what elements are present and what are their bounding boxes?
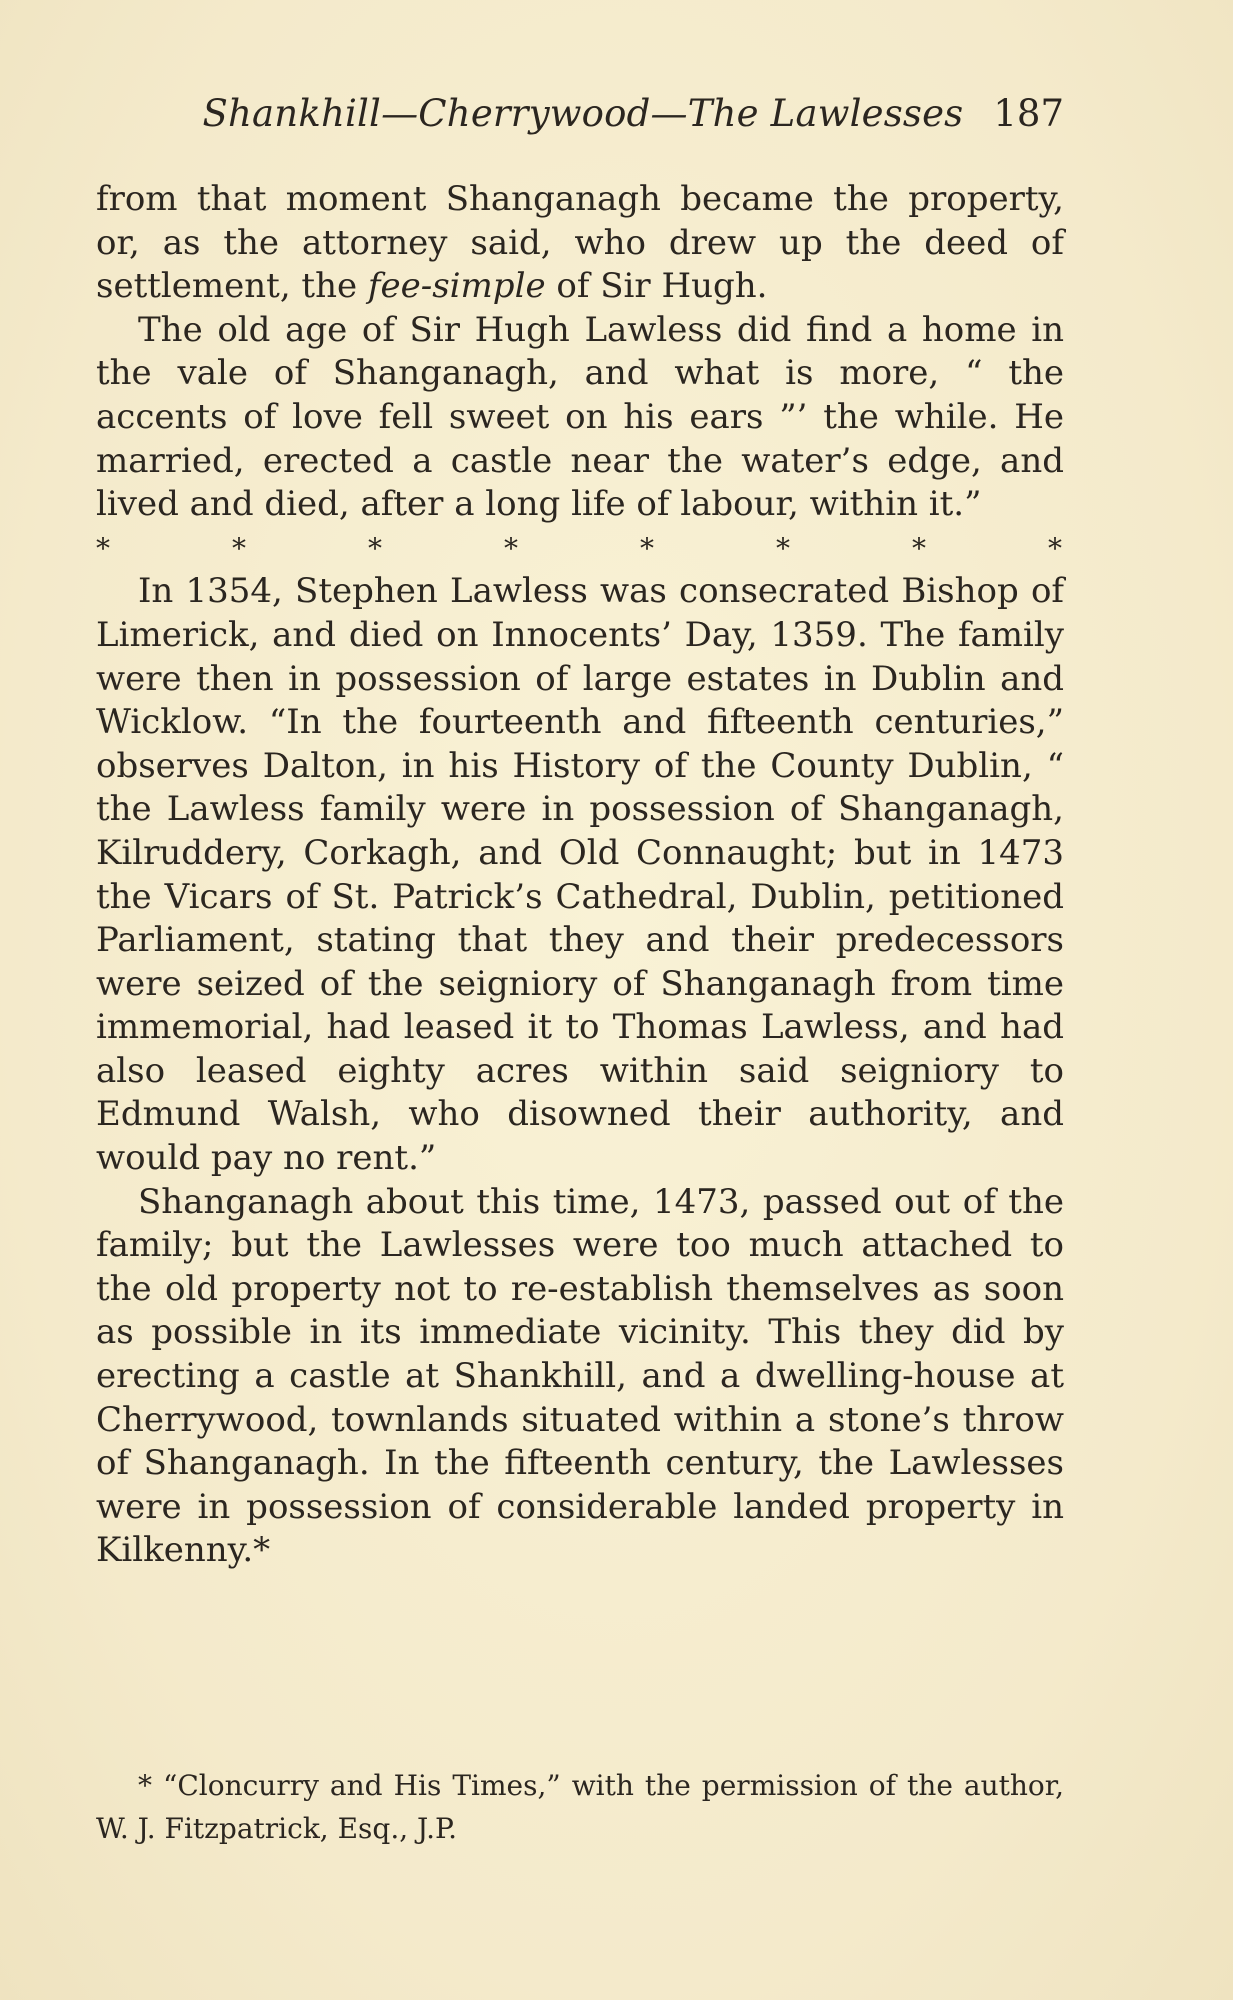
paragraph-1-start: from that moment Shanganagh became the property, or, as the attorney said, who drew up the deed of settlement, the — [96, 179, 1064, 307]
paragraph-3: In 1354, Stephen Lawless was consecrated Bishop of Limerick, and died on Innocents’ Day, 1359. The family were then in possession of large estates in Dublin and Wicklow. “In the fourteenth and fifteenth centuries,” observes Dalton, in his History of the County Dublin, “ the Lawless family were in possession of Shanganagh, Kilruddery, Corkagh, and Old Connaught; but in 1473 the Vicars of St. Patrick’s Cathedral, Dublin, petitioned Parliament, stating that they and their predecessors were seized of the seigniory of Shanganagh from time immemorial, had leased it to Thomas Lawless, and had also leased eighty acres within said seigniory to Edmund Walsh, who disowned their authority, and would pay no rent.” — [96, 571, 1064, 1179]
star-4: * — [504, 531, 518, 565]
page-header — [96, 92, 1064, 136]
star-7: * — [912, 531, 926, 565]
star-1: * — [96, 531, 110, 565]
running-title: Shankhill—Cherrywood—The Lawlesses — [202, 92, 964, 135]
paragraph-1-end: of Sir Hugh. — [545, 266, 768, 307]
paragraph-2: The old age of Sir Hugh Lawless did find a home in the vale of Shanganagh, and what is more, “ the accents of love fell sweet on his ears ”’ the while. He married, erected a castle near the water’s edge, and lived and died, after a long life of labour, within it.” — [96, 309, 1064, 525]
section-break-stars — [96, 527, 1064, 571]
star-6: * — [776, 531, 790, 565]
paragraph-4: Shanganagh about this time, 1473, passed out of the family; but the Lawlesses were too much attached to the old property not to re-establish themselves as soon as possible in its immediate vicinity. This they did by erecting a castle at Shankhill, and a dwelling-house at Cherrywood, townlands situated within a stone’s throw of Shanganagh. In the fifteenth century, the Lawlesses were in possession of considerable landed property in Kilkenny.* — [96, 1181, 1064, 1571]
page-number: 187 — [993, 92, 1064, 135]
star-3: * — [368, 531, 382, 565]
star-2: * — [232, 531, 246, 565]
body-text — [96, 178, 1064, 1573]
paragraph-1 — [96, 178, 1064, 309]
star-8: * — [1048, 531, 1062, 565]
footnote: * “Cloncurry and His Times,” with the permission of the author, W. J. Fitzpatrick, Esq., J.P. — [96, 1769, 1064, 1845]
italic-term: fee-simple — [367, 266, 546, 307]
star-5: * — [640, 531, 654, 565]
